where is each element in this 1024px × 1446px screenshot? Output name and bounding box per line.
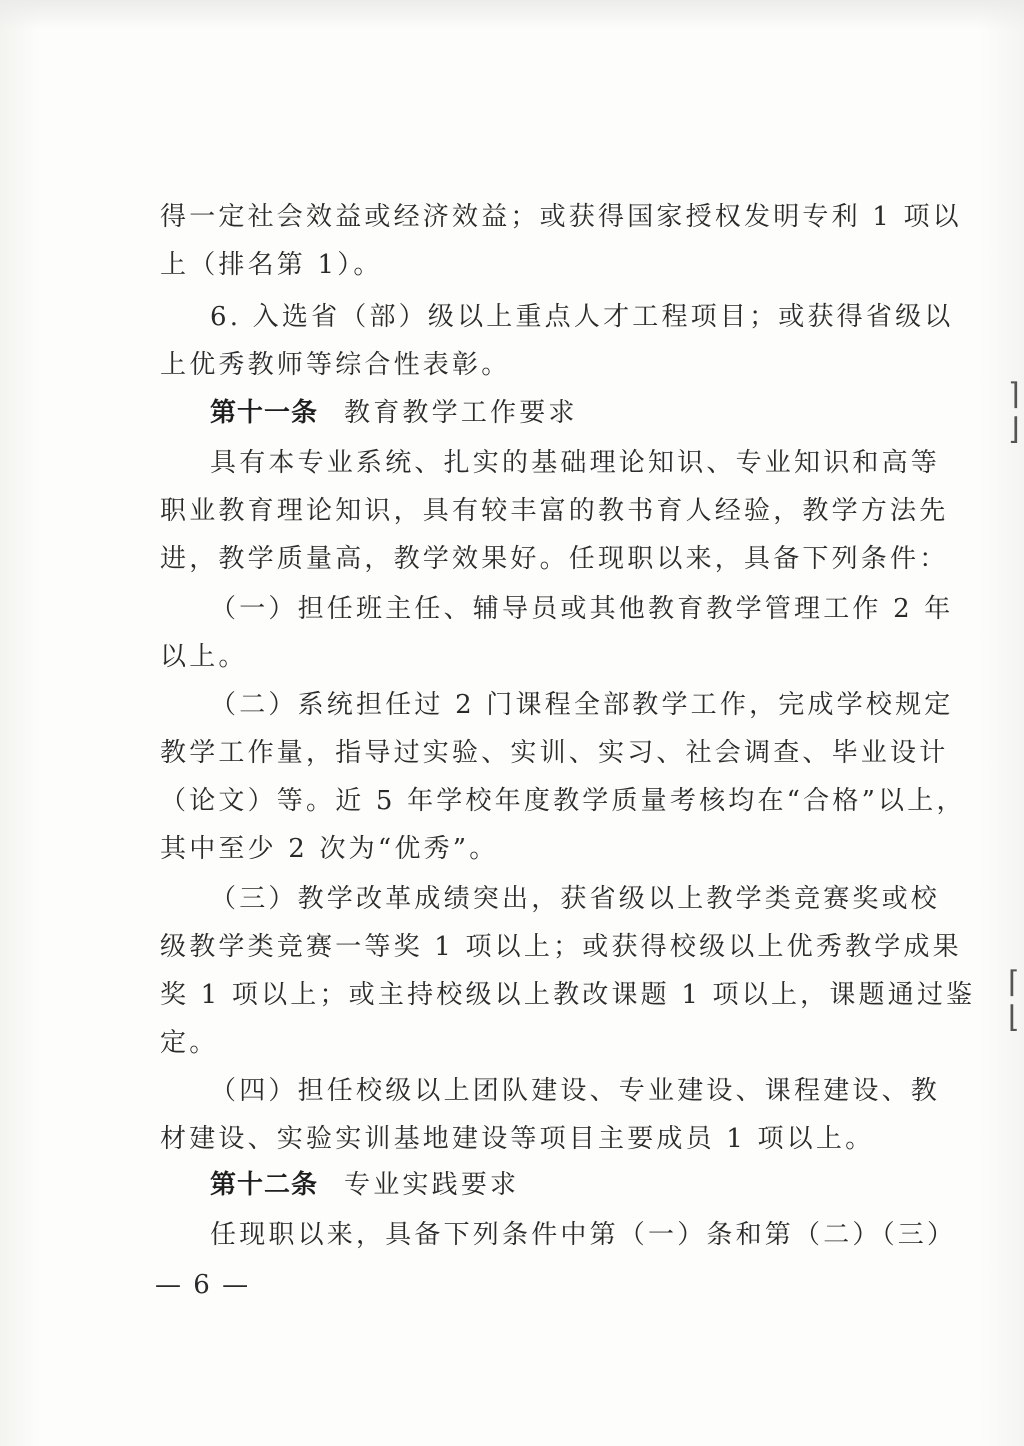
article12-title: 专业实践要求 (344, 1170, 520, 1200)
article11-number: 第十一条 (210, 398, 319, 428)
item3-line1: （三）教学改革成绩突出，获省级以上教学类竞赛奖或校 (210, 884, 941, 914)
item2-line2: 教学工作量，指导过实验、实训、实习、社会调查、毕业设计 (160, 738, 949, 768)
item4-line2: 材建设、实验实训基地建设等项目主要成员 1 项以上。 (160, 1124, 875, 1154)
binding-mark-upper-icon: ⌉ (1008, 377, 1020, 412)
item1-line2: 以上。 (160, 642, 248, 672)
paragraph3-line3: 进，教学质量高，教学效果好。任现职以来，具备下列条件： (160, 544, 949, 574)
item2-line4: 其中至少 2 次为“优秀”。 (160, 834, 499, 864)
paragraph2-line1: 6. 入选省（部）级以上重点人才工程项目；或获得省级以 (210, 302, 954, 332)
page-number: — 6 — (155, 1270, 251, 1300)
paragraph2-line2: 上优秀教师等综合性表彰。 (160, 350, 511, 380)
paragraph3-line1: 具有本专业系统、扎实的基础理论知识、专业知识和高等 (210, 448, 941, 478)
binding-mark-lower-tail-icon: ⌊ (1008, 1000, 1020, 1035)
item3-line3: 奖 1 项以上；或主持校级以上教改课题 1 项以上，课题通过鉴 (160, 980, 976, 1010)
item1-line1: （一）担任班主任、辅导员或其他教育教学管理工作 2 年 (210, 594, 954, 624)
item2-line3: （论文）等。近 5 年学校年度教学质量考核均在“合格”以上， (160, 786, 966, 816)
item3-line2: 级教学类竞赛一等奖 1 项以上；或获得校级以上优秀教学成果 (160, 932, 962, 962)
item4-line1: （四）担任校级以上团队建设、专业建设、课程建设、教 (210, 1076, 941, 1106)
binding-mark-lower-icon: ⌈ (1008, 965, 1020, 1000)
article12-heading (210, 1168, 519, 1202)
paragraph1-line2: 上（排名第 1）。 (160, 250, 383, 280)
article12-number: 第十二条 (210, 1170, 319, 1200)
article11-title: 教育教学工作要求 (344, 398, 578, 428)
paragraph3-line2: 职业教育理论知识，具有较丰富的教书育人经验，教学方法先 (160, 496, 949, 526)
item3-line4: 定。 (160, 1028, 219, 1058)
scan-shadow (0, 0, 1024, 30)
article11-heading (210, 396, 578, 430)
paragraph4-line1: 任现职以来，具备下列条件中第（一）条和第（二）（三） (210, 1220, 957, 1250)
item2-line1: （二）系统担任过 2 门课程全部教学工作，完成学校规定 (210, 690, 954, 720)
paragraph1-line1: 得一定社会效益或经济效益；或获得国家授权发明专利 1 项以 (160, 202, 962, 232)
binding-mark-upper-tail-icon: ⌋ (1008, 412, 1020, 447)
